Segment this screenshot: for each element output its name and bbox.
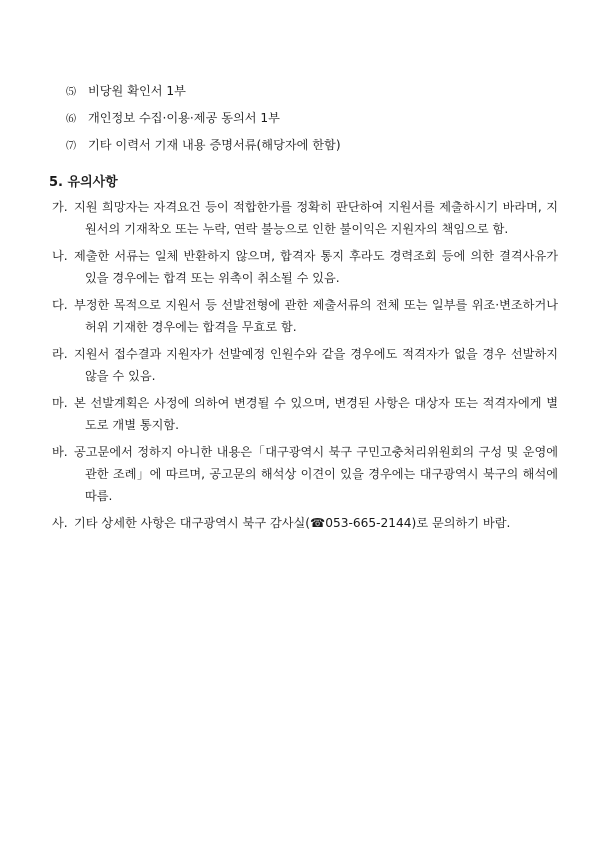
note-text: 지원서 접수결과 지원자가 선발예정 인원수와 같을 경우에도 적격자가 없을 경우 선발하지 않을 수 있음. bbox=[74, 347, 558, 383]
note-item bbox=[52, 512, 558, 534]
note-item bbox=[52, 441, 558, 507]
note-marker: 라. bbox=[52, 347, 68, 361]
attachment-text: 기타 이력서 기재 내용 증명서류(해당자에 한함) bbox=[88, 138, 341, 152]
notes-list bbox=[52, 196, 558, 539]
note-item bbox=[52, 245, 558, 289]
note-item bbox=[52, 196, 558, 240]
note-text: 지원 희망자는 자격요건 등이 적합한가를 정확히 판단하여 지원서를 제출하시기 바라며, 지원서의 기재착오 또는 누락, 연락 불능으로 인한 불이익은 지원자의 책임으로 함. bbox=[74, 200, 558, 236]
attachment-number: ⑹ bbox=[66, 114, 76, 125]
note-item bbox=[52, 294, 558, 338]
note-marker: 마. bbox=[52, 396, 68, 410]
note-text: 공고문에서 정하지 아니한 내용은「대구광역시 북구 구민고충처리위원회의 구성 및 운영에 관한 조례」에 따르며, 공고문의 해석상 이견이 있을 경우에는 대구광역시 북구의 해석에 따름. bbox=[74, 445, 558, 503]
section-title: 5. 유의사항 bbox=[49, 175, 118, 190]
note-marker: 가. bbox=[52, 200, 68, 214]
note-marker: 다. bbox=[52, 298, 68, 312]
attachment-text: 개인정보 수집·이용·제공 동의서 1부 bbox=[88, 111, 280, 125]
attachment-item bbox=[66, 132, 341, 159]
attachment-item bbox=[66, 78, 341, 105]
note-text: 기타 상세한 사항은 대구광역시 북구 감사실(☎053-665-2144)로 문의하기 바람. bbox=[74, 516, 511, 530]
attachment-number: ⑸ bbox=[66, 87, 76, 98]
note-item bbox=[52, 392, 558, 436]
attachment-number: ⑺ bbox=[66, 141, 76, 152]
attachment-list bbox=[66, 78, 341, 159]
note-text: 부정한 목적으로 지원서 등 선발전형에 관한 제출서류의 전체 또는 일부를 위조·변조하거나 허위 기재한 경우에는 합격을 무효로 함. bbox=[74, 298, 558, 334]
note-marker: 사. bbox=[52, 516, 68, 530]
note-text: 제출한 서류는 일체 반환하지 않으며, 합격자 통지 후라도 경력조회 등에 의한 결격사유가 있을 경우에는 합격 또는 위촉이 취소될 수 있음. bbox=[74, 249, 558, 285]
note-marker: 나. bbox=[52, 249, 68, 263]
attachment-item bbox=[66, 105, 341, 132]
note-marker: 바. bbox=[52, 445, 68, 459]
attachment-text: 비당원 확인서 1부 bbox=[88, 84, 186, 98]
note-item bbox=[52, 343, 558, 387]
note-text: 본 선발계획은 사정에 의하여 변경될 수 있으며, 변경된 사항은 대상자 또는 적격자에게 별도로 개별 통지함. bbox=[74, 396, 558, 432]
